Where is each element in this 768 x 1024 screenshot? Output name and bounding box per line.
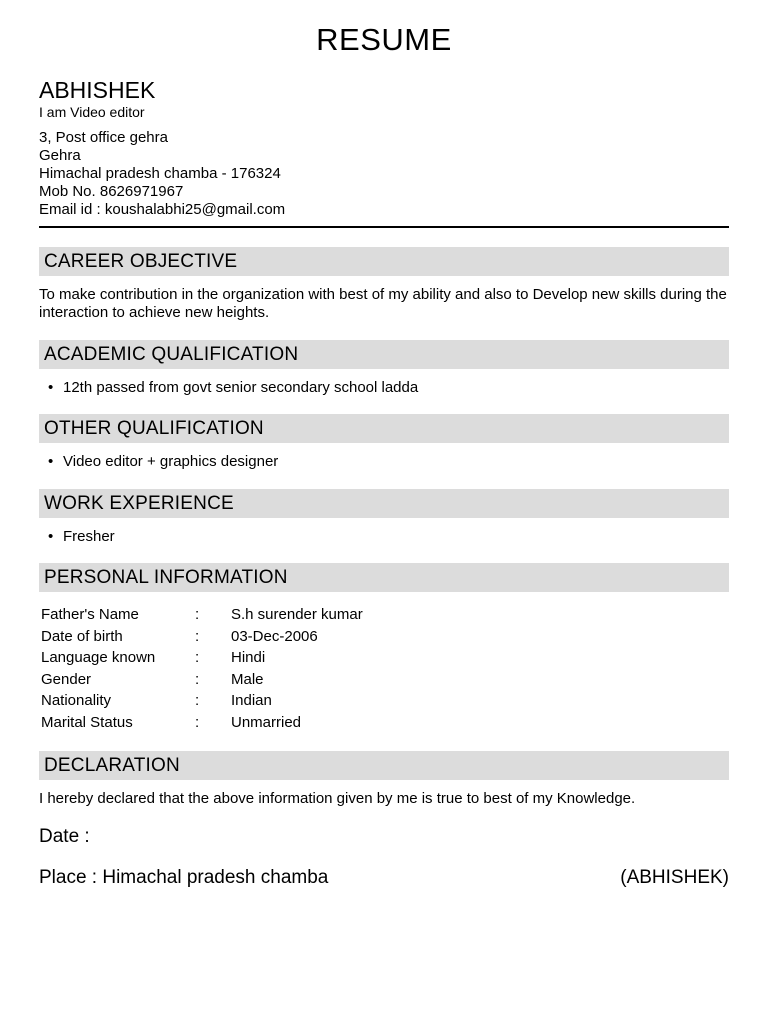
- table-row: [41, 712, 363, 734]
- bullet-icon: •: [48, 379, 54, 396]
- info-label: Date of birth: [41, 627, 123, 645]
- info-value: S.h surender kumar: [231, 606, 363, 624]
- other-qualification-heading: OTHER QUALIFICATION: [39, 414, 729, 443]
- career-objective-text: To make contribution in the organization with best of my ability and also to Develop new skills during the interaction to achieve new heights.: [39, 286, 727, 321]
- signature-name: (ABHISHEK): [620, 867, 729, 888]
- info-value: Indian: [231, 692, 272, 710]
- info-separator: :: [195, 627, 200, 645]
- date-label: Date :: [39, 826, 90, 847]
- header-divider: [39, 226, 729, 228]
- info-separator: :: [195, 606, 200, 624]
- info-label: Language known: [41, 649, 156, 667]
- table-row: [41, 690, 363, 712]
- academic-item-text: 12th passed from govt senior secondary school ladda: [63, 379, 419, 396]
- place-line: Place : Himachal pradesh chamba: [39, 867, 329, 888]
- candidate-name: ABHISHEK: [39, 77, 156, 103]
- table-row: [41, 669, 363, 691]
- academic-qualification-heading: ACADEMIC QUALIFICATION: [39, 340, 729, 369]
- phone-line: Mob No. 8626971967: [39, 183, 184, 200]
- declaration-text: I hereby declared that the above information given by me is true to best of my Knowledge.: [39, 790, 636, 807]
- personal-info-table: [41, 604, 363, 733]
- email-line: Email id : koushalabhi25@gmail.com: [39, 201, 286, 218]
- info-label: Father's Name: [41, 606, 139, 624]
- address-line: Gehra: [39, 147, 81, 164]
- table-row: [41, 647, 363, 669]
- info-value: 03-Dec-2006: [231, 627, 318, 645]
- info-label: Marital Status: [41, 713, 133, 731]
- table-row: [41, 626, 363, 648]
- info-value: Hindi: [231, 649, 266, 667]
- bullet-icon: •: [48, 453, 54, 470]
- work-experience-item-text: Fresher: [63, 528, 115, 545]
- personal-information-heading: PERSONAL INFORMATION: [39, 563, 729, 592]
- list-item: [48, 379, 419, 397]
- address-line: Himachal pradesh chamba - 176324: [39, 165, 281, 182]
- info-separator: :: [195, 713, 200, 731]
- info-separator: :: [195, 649, 200, 667]
- address-line: 3, Post office gehra: [39, 129, 168, 146]
- contact-address: [39, 129, 285, 219]
- info-separator: :: [195, 692, 200, 710]
- info-separator: :: [195, 670, 200, 688]
- other-qualification-item-text: Video editor + graphics designer: [63, 453, 279, 470]
- table-row: [41, 604, 363, 626]
- info-label: Gender: [41, 670, 92, 688]
- declaration-heading: DECLARATION: [39, 751, 729, 780]
- candidate-tagline: I am Video editor: [39, 104, 145, 120]
- work-experience-heading: WORK EXPERIENCE: [39, 489, 729, 518]
- info-value: Unmarried: [231, 713, 302, 731]
- bullet-icon: •: [48, 528, 54, 545]
- info-value: Male: [231, 670, 264, 688]
- career-objective-heading: CAREER OBJECTIVE: [39, 247, 729, 276]
- list-item: [48, 528, 115, 546]
- document-title: RESUME: [316, 22, 452, 57]
- info-label: Nationality: [41, 692, 112, 710]
- list-item: [48, 453, 279, 471]
